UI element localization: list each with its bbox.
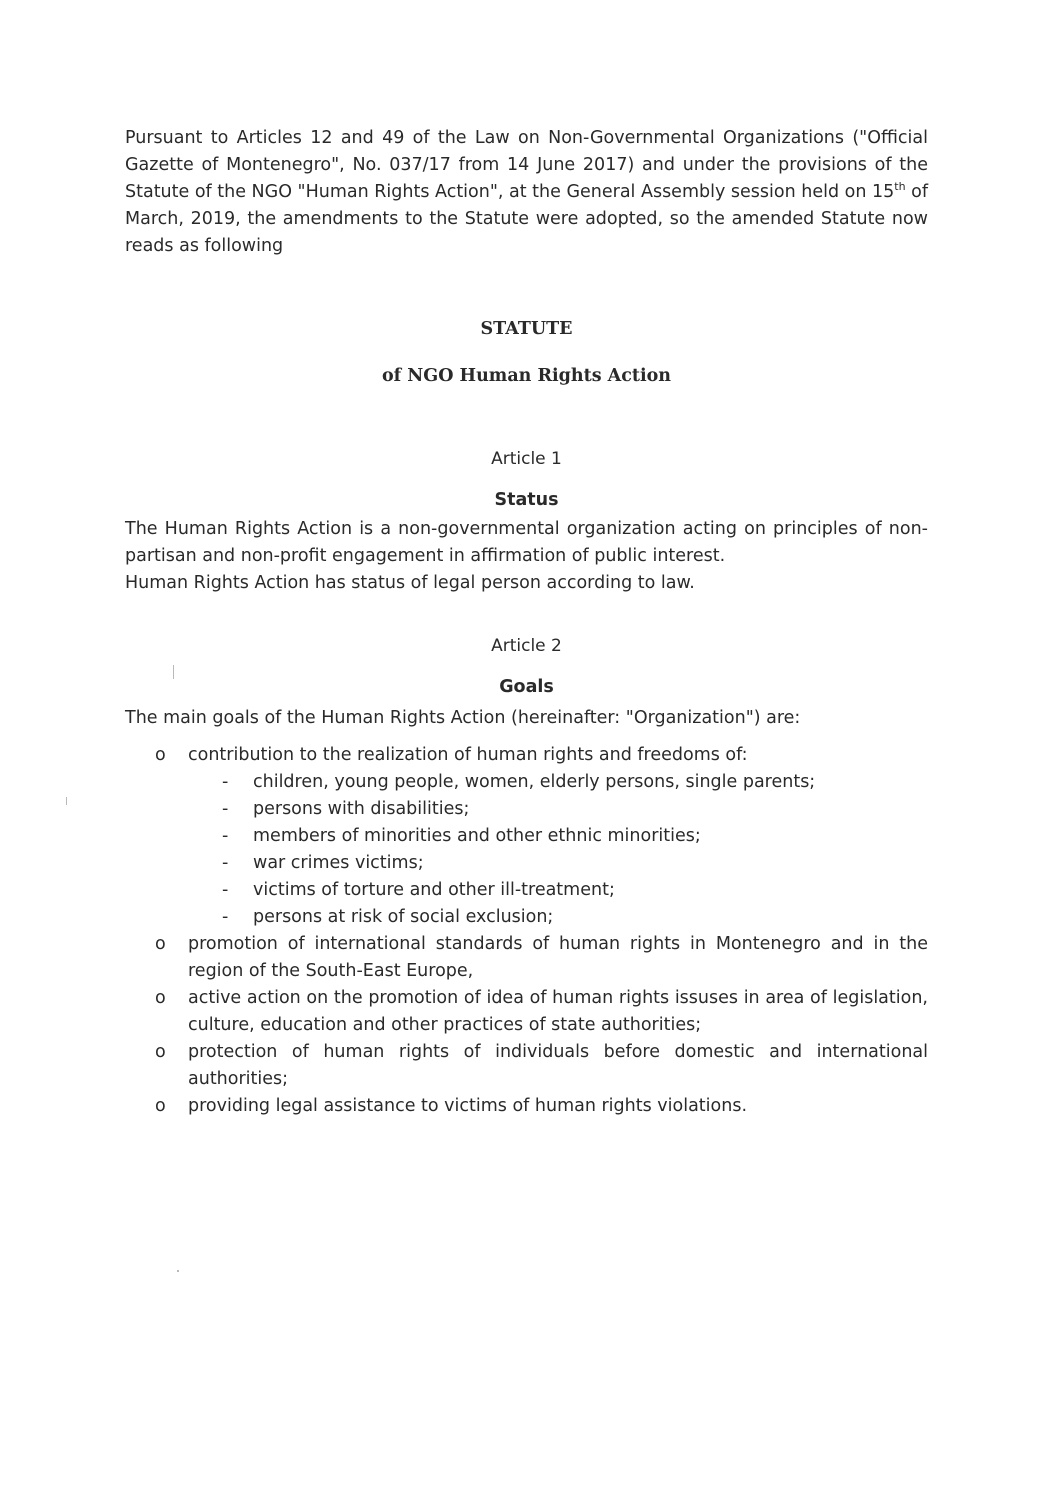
bullet-marker: o xyxy=(155,1096,166,1116)
dash-marker: - xyxy=(222,907,229,927)
bullet-marker: o xyxy=(155,988,166,1008)
goal-text: active action on the promotion of idea of human rights issuses in area of legislation, culture, education and other practices of state authorities; xyxy=(188,988,928,1035)
dash-marker: - xyxy=(222,772,229,792)
preamble-text-continued: of March, 2019, the amendments to the Statute were adopted, so the amended Statute now reads as following xyxy=(125,182,928,256)
dash-marker: - xyxy=(222,880,229,900)
sub-item xyxy=(188,769,928,796)
article-2-number: Article 2 xyxy=(491,636,562,656)
document-subtitle: of NGO Human Rights Action xyxy=(381,366,672,386)
document-body xyxy=(125,125,928,1120)
goal-text: promotion of international standards of human rights in Montenegro and in the region of the South-East Europe, xyxy=(188,934,928,981)
goal-text: contribution to the realization of human rights and freedoms of: xyxy=(188,745,748,765)
article-2-heading: Goals xyxy=(499,677,554,697)
preamble-paragraph xyxy=(125,125,928,260)
goal-text: protection of human rights of individuals before domestic and international authorities; xyxy=(188,1042,928,1089)
bullet-marker: o xyxy=(155,1042,166,1062)
ordinal-suffix: th xyxy=(894,180,906,194)
preamble-text: Pursuant to Articles 12 and 49 of the Law on Non-Governmental Organizations ("Official Gazette of Montenegro", No. 037/17 from 14 June 2017) and under the provisions of the Statute of the NGO "Human Rights Action", at the General Assembly session held on 15 xyxy=(125,128,928,202)
dash-marker: - xyxy=(222,826,229,846)
goal-item xyxy=(125,985,928,1039)
article-1-line-2: Human Rights Action has status of legal person according to law. xyxy=(125,573,695,593)
dash-marker: - xyxy=(222,853,229,873)
sub-item-text: war crimes victims; xyxy=(253,853,424,873)
article-1-paragraph: The Human Rights Action is a non-governmental organization acting on principles of non-partisan and non-profit engagement in affirmation of public interest. xyxy=(125,519,928,566)
goal-item xyxy=(125,1093,928,1120)
sub-item xyxy=(188,796,928,823)
bullet-marker: o xyxy=(155,934,166,954)
sub-item xyxy=(188,850,928,877)
article-1-number: Article 1 xyxy=(491,449,562,469)
article-2-intro: The main goals of the Human Rights Action (hereinafter: "Organization") are: xyxy=(125,708,801,728)
sub-item-text: victims of torture and other ill-treatment; xyxy=(253,880,615,900)
goal-text: providing legal assistance to victims of human rights violations. xyxy=(188,1096,748,1116)
sub-item-text: persons at risk of social exclusion; xyxy=(253,907,554,927)
scan-speck xyxy=(66,797,67,805)
sub-item-text: members of minorities and other ethnic minorities; xyxy=(253,826,701,846)
document-title: STATUTE xyxy=(480,319,573,339)
article-1-heading: Status xyxy=(494,490,559,510)
beneficiaries-sublist xyxy=(188,769,928,931)
sub-item xyxy=(188,877,928,904)
scan-speck xyxy=(177,1270,179,1272)
goals-list xyxy=(125,742,928,1120)
bullet-marker: o xyxy=(155,745,166,765)
goal-item xyxy=(125,1039,928,1093)
dash-marker: - xyxy=(222,799,229,819)
sub-item xyxy=(188,904,928,931)
goal-item xyxy=(125,742,928,931)
sub-item-text: children, young people, women, elderly persons, single parents; xyxy=(253,772,816,792)
sub-item xyxy=(188,823,928,850)
goal-item xyxy=(125,931,928,985)
sub-item-text: persons with disabilities; xyxy=(253,799,470,819)
